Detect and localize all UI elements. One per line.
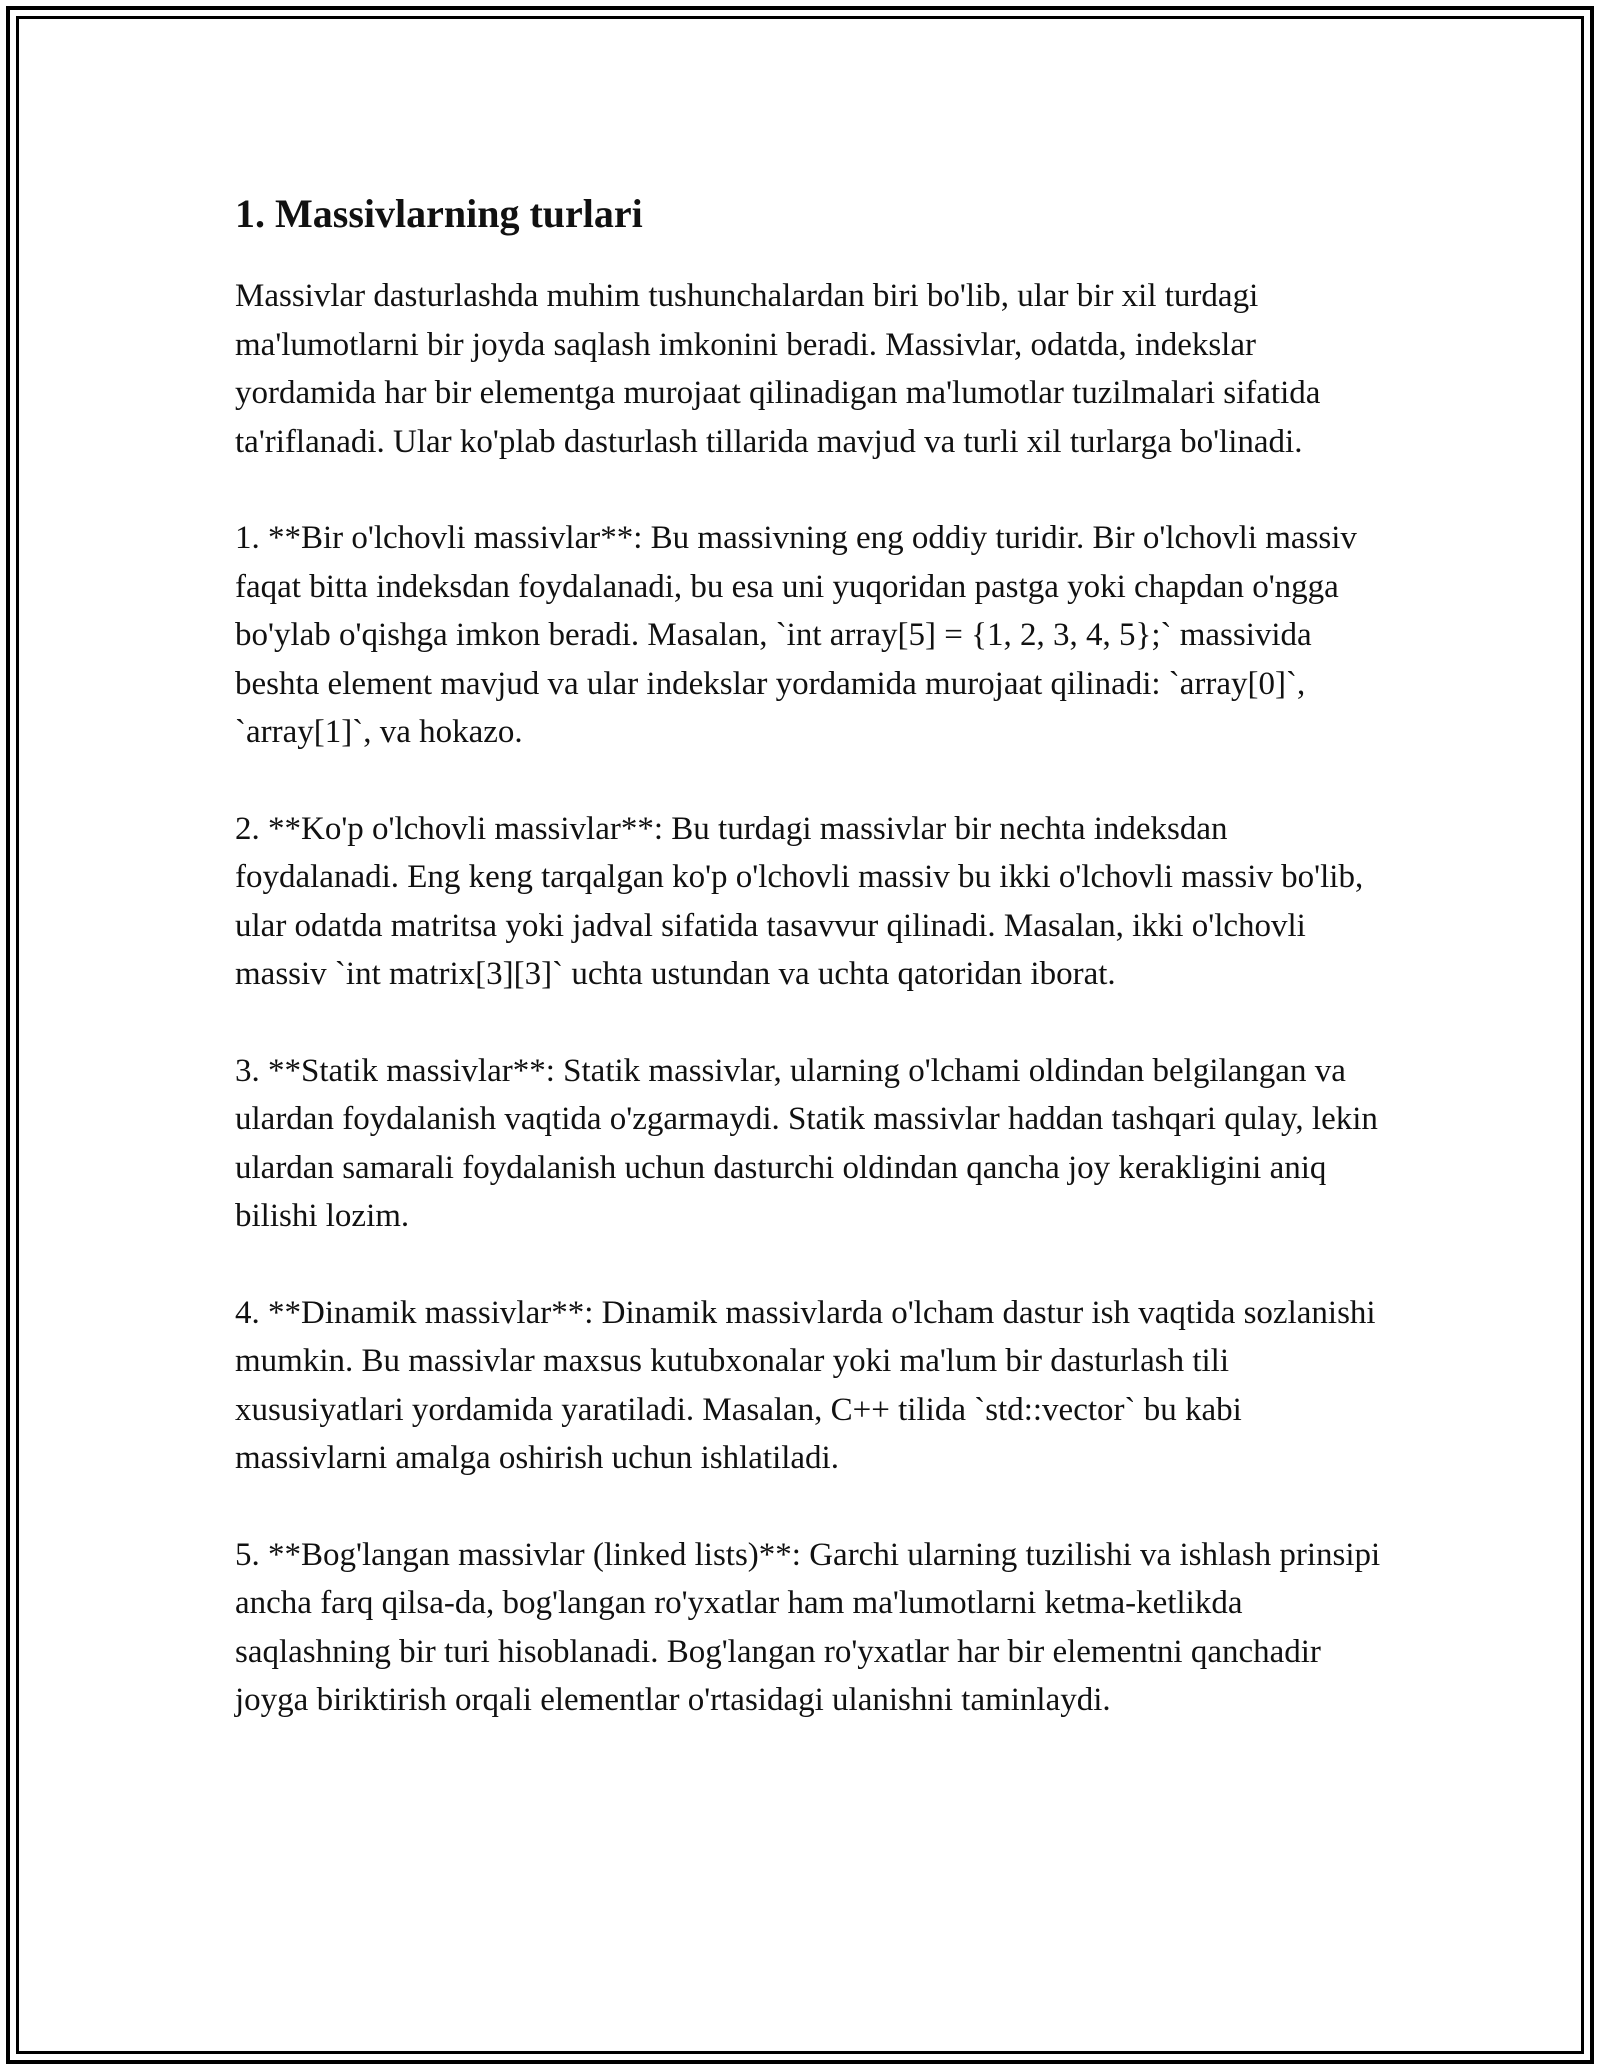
section-heading: 1. Massivlarning turlari	[235, 191, 643, 236]
paragraph-one-dimensional: 1. **Bir o'lchovli massivlar**: Bu massivning eng oddiy turidir. Bir o'lchovli massiv faqat bitta indeksdan foydalanadi, bu esa uni yuqoridan pastga yoki chapdan o'ngga bo'ylab o'qishga imkon beradi. Masalan, `int array[5] = {1, 2, 3, 4, 5};` massivida beshta element mavjud va ular indekslar yordamida murojaat qilinadi: `array[0]`, `array[1]`, va hokazo.	[235, 520, 1357, 750]
paragraph-dynamic: 4. **Dinamik massivlar**: Dinamik massivlarda o'lcham dastur ish vaqtida sozlanishi mumkin. Bu massivlar maxsus kutubxonalar yoki ma'lum bir dasturlash tili xususiyatlari yordamida yaratiladi. Masalan, C++ tilida `std::vector` bu kabi massivlarni amalga oshirish uchun ishlatiladi.	[235, 1294, 1376, 1476]
paragraph-multi-dimensional: 2. **Ko'p o'lchovli massivlar**: Bu turdagi massivlar bir nechta indeksdan foydalanadi. Eng keng tarqalgan ko'p o'lchovli massiv bu ikki o'lchovli massiv bo'lib, ular odatda matritsa yoki jadval sifatida tasavvur qilinadi. Masalan, ikki o'lchovli massiv `int matrix[3][3]` uchta ustundan va uchta qatoridan iborat.	[235, 810, 1364, 992]
paragraph-linked-lists: 5. **Bog'langan massivlar (linked lists)**: Garchi ularning tuzilishi va ishlash prinsipi ancha farq qilsa-da, bog'langan ro'yxatlar ham ma'lumotlarni ketma-ketlikda saqlashning bir turi hisoblanadi. Bog'langan ro'yxatlar har bir elementni qanchadir joyga biriktirish orqali elementlar o'rtasidagi ulanishni taminlaydi.	[235, 1536, 1381, 1718]
document-body	[235, 180, 1395, 1773]
intro-paragraph: Massivlar dasturlashda muhim tushunchalardan biri bo'lib, ular bir xil turdagi ma'lumotlarni bir joyda saqlash imkonini beradi. Massivlar, odatda, indekslar yordamida har bir elementga murojaat qilinadigan ma'lumotlar tuzilmalari sifatida ta'riflanadi. Ular ko'plab dasturlash tillarida mavjud va turli xil turlarga bo'linadi.	[235, 278, 1321, 460]
paragraph-static: 3. **Statik massivlar**: Statik massivlar, ularning o'lchami oldindan belgilangan va ulardan foydalanish vaqtida o'zgarmaydi. Statik massivlar haddan tashqari qulay, lekin ulardan samarali foydalanish uchun dasturchi oldindan qancha joy kerakligini aniq bilishi lozim.	[235, 1052, 1378, 1234]
